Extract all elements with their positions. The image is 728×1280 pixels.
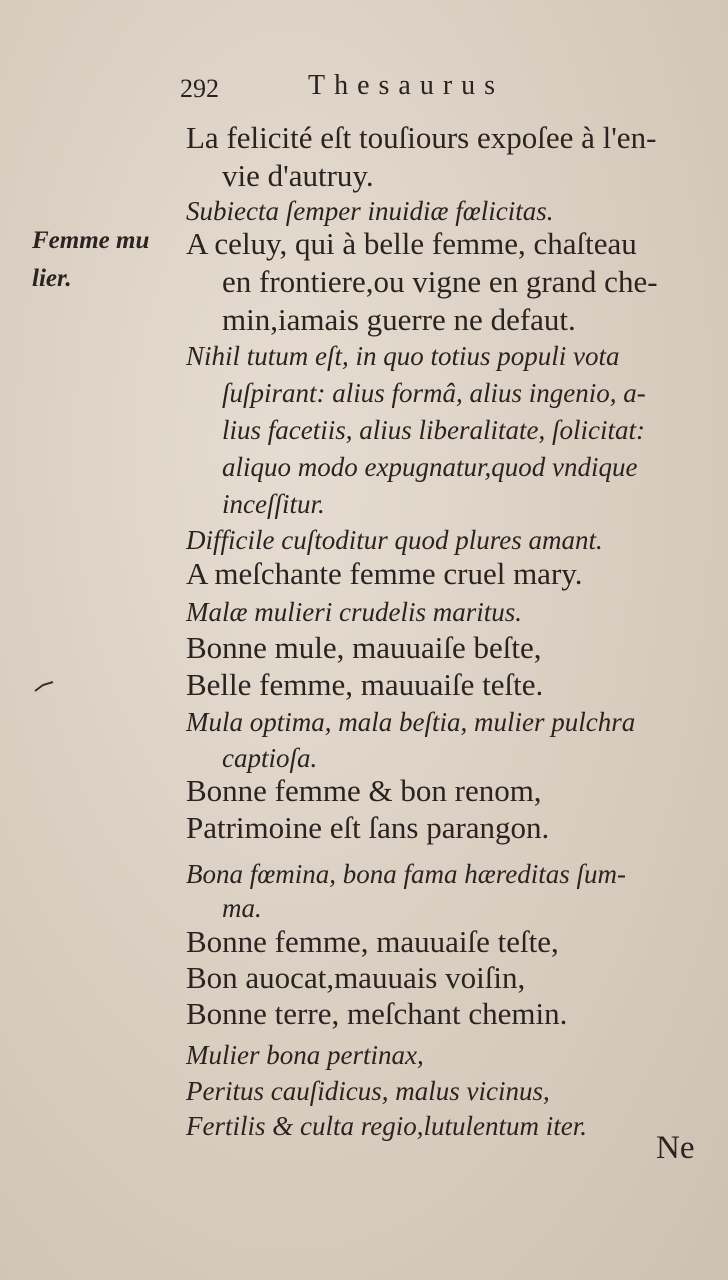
text-line: A meſchante femme cruel mary. [186, 556, 583, 591]
text-line: Bon auocat,mauuais voiſin, [186, 960, 526, 995]
page-header [180, 70, 620, 106]
running-title: Thesaurus [308, 70, 505, 101]
text-line: ſuſpirant: alius formâ, alius ingenio, a- [222, 378, 646, 408]
text-line: Fertilis & culta regio,lutulentum iter. [186, 1111, 587, 1141]
text-line: Mulier bona pertinax, [186, 1040, 424, 1070]
text-line: Patrimoine eſt ſans parangon. [186, 810, 550, 845]
text-line: Mula optima, mala beſtia, mulier pulchra [186, 707, 636, 737]
text-line: Peritus cauſidicus, malus vicinus, [186, 1076, 550, 1106]
text-line: min,iamais guerre ne defaut. [222, 302, 576, 337]
catchword: Ne [656, 1130, 695, 1166]
text-line: aliquo modo expugnatur,quod vndique [222, 452, 638, 482]
text-line: ma. [222, 893, 262, 923]
text-line: Malæ mulieri crudelis maritus. [186, 597, 522, 627]
text-line: Belle femme, mauuaiſe teſte. [186, 667, 544, 702]
text-line: Difficile cuſtoditur quod plures amant. [186, 525, 603, 555]
text-line: Nihil tutum eſt, in quo totius populi vota [186, 341, 620, 371]
text-line: en frontiere,ou vigne en grand che- [222, 264, 658, 299]
text-line: vie d'autruy. [222, 158, 374, 193]
text-line: A celuy, qui à belle femme, chaſteau [186, 226, 637, 261]
text-line: Bonne mule, mauuaiſe beſte, [186, 630, 542, 665]
text-line: Bonne terre, meſchant chemin. [186, 996, 568, 1031]
page-number: 292 [180, 74, 219, 103]
text-line: La felicité eſt touſiours expoſee à l'en- [186, 120, 657, 155]
margin-note [32, 222, 182, 298]
margin-note-line: Femme mu [32, 227, 150, 254]
text-line: Bonne femme & bon renom, [186, 773, 542, 808]
text-line: captioſa. [222, 743, 318, 773]
text-line: inceſſitur. [222, 489, 325, 519]
text-line: Bona fœmina, bona fama hæreditas ſum- [186, 859, 627, 889]
margin-note-line: lier. [32, 265, 72, 292]
ink-tick-mark [33, 680, 55, 694]
text-line: Subiecta ſemper inuidiæ fœlicitas. [186, 196, 554, 226]
text-line: lius facetiis, alius liberalitate, ſolicitat: [222, 415, 645, 445]
text-line: Bonne femme, mauuaiſe teſte, [186, 924, 559, 959]
